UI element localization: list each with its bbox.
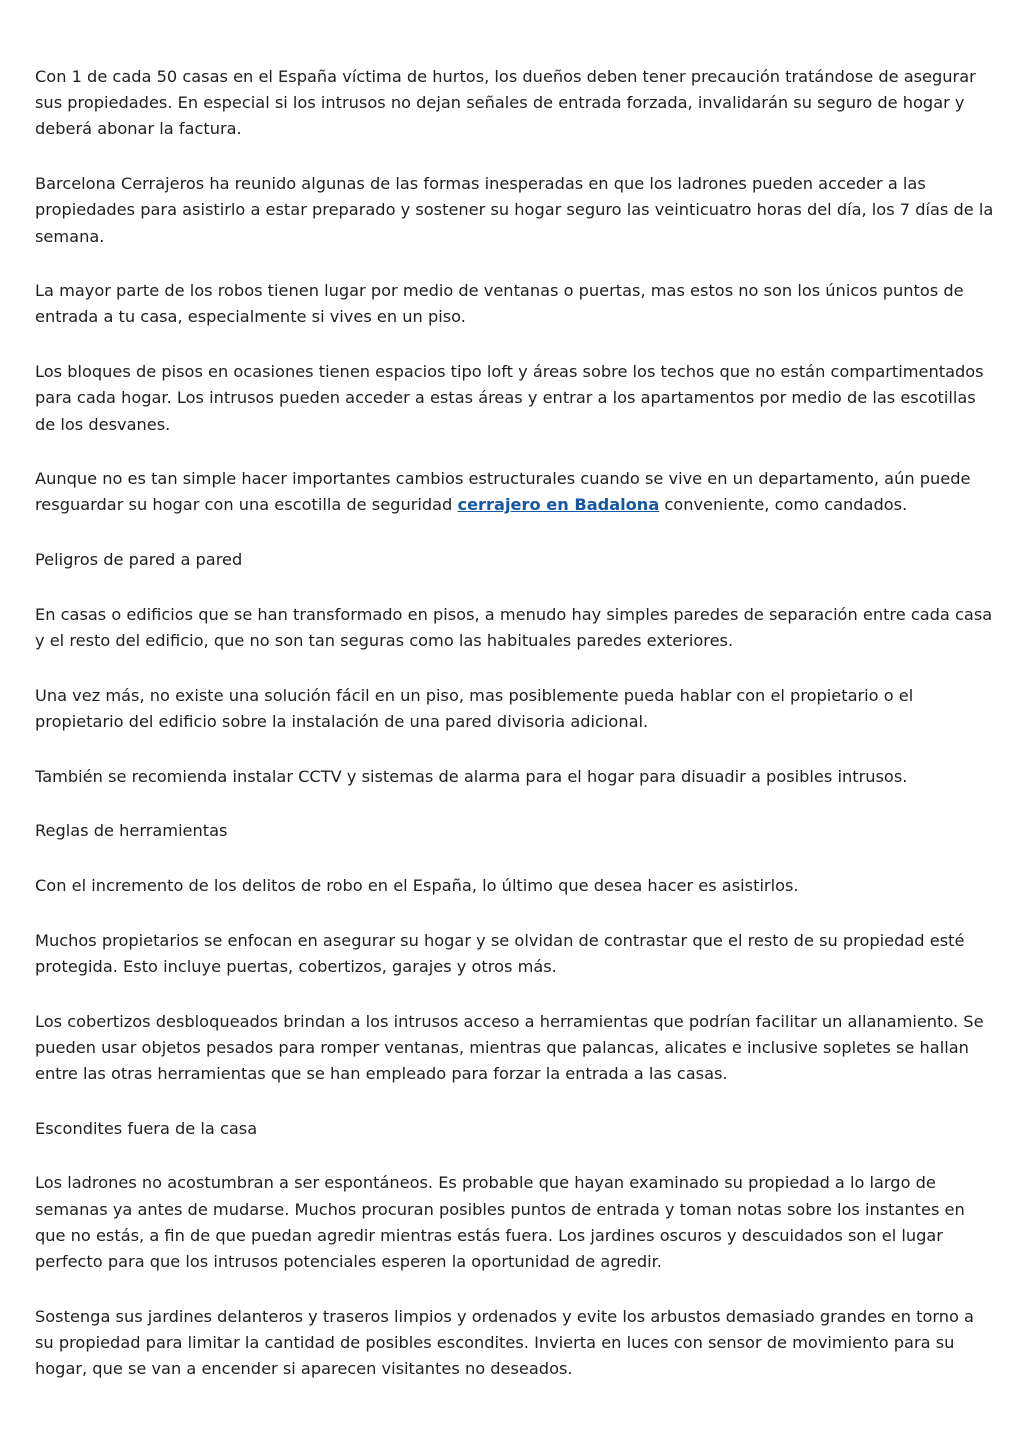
- paragraph-burglary-statistics: Con 1 de cada 50 casas en el España víctima de hurtos, los dueños deben tener precaución tratándose de asegurar sus propiedades. En especial si los intrusos no dejan señales de entrada forzada, invalidarán su seguro de hogar y deberá abonar la factura.: [35, 67, 976, 139]
- heading-tool-rules: Reglas de herramientas: [35, 821, 228, 841]
- paragraph-tidy-gardens: Sostenga sus jardines delanteros y traseros limpios y ordenados y evite los arbustos demasiado grandes en torno a su propiedad para limitar la cantidad de posibles escondites. Invierta en luces con sensor de movimiento para su hogar, que se van a encender si aparecen visitantes no deseados.: [35, 1306, 974, 1379]
- paragraph-landlord-wall: Una vez más, no existe una solución fácil en un piso, mas posiblemente pueda hablar con el propietario o el propietario del edificio sobre la instalación de una pared divisoria adicional.: [35, 685, 914, 731]
- paragraph-burglars-planning: Los ladrones no acostumbran a ser espontáneos. Es probable que hayan examinado su propiedad a lo largo de semanas ya antes de mudarse. Muchos procuran posibles puntos de entrada y toman notas sobre los instantes en que no estás, a fin de que puedan agredir mientras estás fuera. Los jardines oscuros y descuidados son el lugar perfecto para que los intrusos potenciales esperen la oportunidad de agredir.: [35, 1173, 965, 1272]
- paragraph-security-hatch-after: conveniente, como candados.: [659, 495, 908, 515]
- document-body: [35, 64, 995, 1411]
- paragraph-cctv-alarm: También se recomienda instalar CCTV y sistemas de alarma para el hogar para disuadir a posibles intrusos.: [35, 766, 908, 786]
- paragraph-loft-spaces: Los bloques de pisos en ocasiones tienen espacios tipo loft y áreas sobre los techos que no están compartimentados para cada hogar. Los intrusos pueden acceder a estas áreas y entrar a los apartamentos por medio de las escotillas de los desvanes.: [35, 362, 984, 434]
- paragraph-unlocked-sheds: Los cobertizos desbloqueados brindan a los intrusos acceso a herramientas que podrían facilitar un allanamiento. Se pueden usar objetos pesados para romper ventanas, mientras que palancas, alicates e inclusive sopletes se hallan entre las otras herramientas que se han empleado para forzar la entrada a las casas.: [35, 1011, 984, 1084]
- paragraph-windows-doors: La mayor parte de los robos tienen lugar por medio de ventanas o puertas, mas estos no son los únicos puntos de entrada a tu casa, especialmente si vives en un piso.: [35, 281, 964, 327]
- heading-hiding-places: Escondites fuera de la casa: [35, 1118, 258, 1138]
- paragraph-security-hatch-before: Aunque no es tan simple hacer importantes cambios estructurales cuando se vive en un departamento, aún puede resguardar su hogar con una escotilla de seguridad: [35, 469, 971, 515]
- paragraph-separating-walls: En casas o edificios que se han transformado en pisos, a menudo hay simples paredes de separación entre cada casa y el resto del edificio, que no son tan seguras como las habituales paredes exteriores.: [35, 604, 993, 651]
- heading-wall-dangers: Peligros de pared a pared: [35, 550, 243, 570]
- paragraph-barcelona-cerrajeros: Barcelona Cerrajeros ha reunido algunas de las formas inesperadas en que los ladrones pueden acceder a las propiedades para asistirlo a estar preparado y sostener su hogar seguro las veinticuatro horas del día, los 7 días de la semana.: [35, 174, 994, 246]
- cerrajero-badalona-link[interactable]: cerrajero en Badalona: [457, 495, 660, 515]
- paragraph-rest-of-property: Muchos propietarios se enfocan en asegurar su hogar y se olvidan de contrastar que el resto de su propiedad esté protegida. Esto incluye puertas, cobertizos, garajes y otros más.: [35, 930, 965, 976]
- paragraph-security-hatch: [35, 466, 995, 518]
- paragraph-robbery-increase: Con el incremento de los delitos de robo en el España, lo último que desea hacer es asistirlos.: [35, 876, 799, 896]
